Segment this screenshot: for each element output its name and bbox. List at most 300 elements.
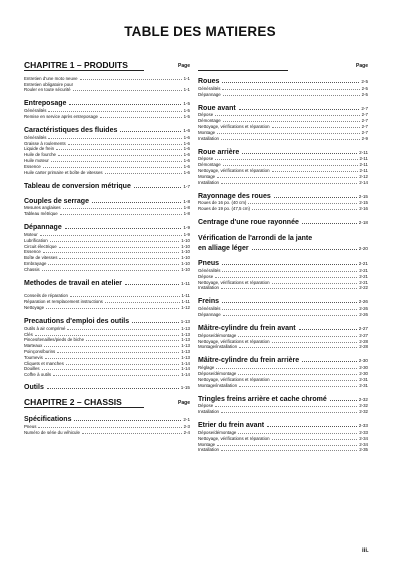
subsection-title: Nettoyage, vérifications et réparation xyxy=(198,435,270,441)
toc-section xyxy=(24,413,190,435)
subsection-page: 2-26 xyxy=(359,306,368,312)
section-title: Rayonnage des roues xyxy=(198,192,271,200)
section-entry[interactable] xyxy=(24,124,190,134)
toc-section xyxy=(198,190,368,212)
subsection-page: 2-7 xyxy=(361,118,368,124)
subsection-entry[interactable] xyxy=(198,382,368,388)
subsection-title: Nettoyage xyxy=(24,304,45,310)
subsection-title: Conseils de réparation xyxy=(24,293,68,299)
subsection-page: 1-10 xyxy=(181,255,190,261)
chapter-title: CHAPITRE 2 – CHASSIS xyxy=(24,397,122,408)
subsection-page: 2-26 xyxy=(359,311,368,317)
section-title: Freins xyxy=(198,298,220,306)
subsection-entry[interactable] xyxy=(24,429,190,435)
subsection-title: Chassis xyxy=(24,266,40,272)
subsection-title: Nettoyage, vérifications et réparation xyxy=(198,123,270,129)
section-page: 2-18 xyxy=(358,220,368,226)
section-entry[interactable] xyxy=(198,216,368,226)
chapter-heading xyxy=(24,60,190,71)
dot-leader xyxy=(82,433,182,434)
section-page: 1-15 xyxy=(180,385,190,391)
subsection-page: 2-5 xyxy=(361,85,368,91)
subsection-entry[interactable] xyxy=(198,91,368,97)
subsection-entry[interactable] xyxy=(198,135,368,141)
section-entry[interactable] xyxy=(198,322,368,332)
section-entry[interactable] xyxy=(198,393,368,403)
toc-section xyxy=(198,354,368,387)
subsection-page: 2-34 xyxy=(359,435,368,441)
section-entry[interactable] xyxy=(198,75,368,85)
subsection-title: Essence xyxy=(24,163,41,169)
subsection-page: 1-6 xyxy=(183,134,190,140)
dot-leader xyxy=(330,400,357,401)
dot-leader xyxy=(238,433,357,434)
dot-leader xyxy=(217,445,357,446)
dot-leader xyxy=(221,450,357,451)
dot-leader xyxy=(70,296,180,297)
subsection-title: Montage xyxy=(198,173,216,179)
subsection-page: 1-8 xyxy=(183,205,190,211)
subsection-title: Embrayage xyxy=(24,260,47,266)
section-page: 2-5 xyxy=(361,79,368,84)
toc-section xyxy=(198,322,368,349)
dot-leader xyxy=(48,264,179,265)
subsection-title: Généralités xyxy=(198,267,221,273)
dot-leader xyxy=(132,322,179,323)
section-title: Mâitre-cylindre du frein arrière xyxy=(198,357,300,365)
page-column-label: Page xyxy=(178,400,190,407)
section-entry[interactable] xyxy=(198,257,368,267)
subsection-entry[interactable] xyxy=(24,210,190,216)
dot-leader xyxy=(68,144,182,145)
subsection-page: 2-30 xyxy=(359,365,368,371)
heading-rule xyxy=(24,407,144,408)
chapter-title: CHAPITRE 1 – PRODUITS xyxy=(24,60,128,70)
dot-leader xyxy=(65,228,182,229)
dot-leader xyxy=(272,127,360,128)
toc-section xyxy=(24,195,190,217)
subsection-page: 2-31 xyxy=(359,376,368,382)
subsection-title: Généralités xyxy=(198,306,221,312)
dot-leader xyxy=(43,167,182,168)
section-entry[interactable] xyxy=(24,381,190,391)
subsection-title: Dépose/démontage xyxy=(198,429,237,435)
toc-column-left xyxy=(24,60,190,435)
subsection-entry[interactable] xyxy=(198,344,368,350)
subsection-page: 2-15 xyxy=(359,200,368,206)
chapter-heading xyxy=(24,397,190,408)
subsection-page: 1-10 xyxy=(181,243,190,249)
section-entry[interactable] xyxy=(24,277,190,287)
subsection-page: 2-21 xyxy=(359,267,368,273)
dot-leader xyxy=(215,277,357,278)
subsection-title: Liquide de frein xyxy=(24,146,55,152)
dot-leader xyxy=(272,439,358,440)
dot-leader xyxy=(248,203,357,204)
section-entry[interactable] xyxy=(198,295,368,305)
section-page: 2-21 xyxy=(358,261,368,267)
subsection-title: Généralités xyxy=(24,108,47,114)
subsection-page: 1-9 xyxy=(183,231,190,237)
subsection-title: Généralités xyxy=(24,134,47,140)
toc-section xyxy=(198,242,368,252)
dot-leader xyxy=(59,247,180,248)
subsection-title: Entretien d'une moto neuve xyxy=(24,75,78,81)
subsection-title: Installation xyxy=(198,179,219,185)
subsection-page: 2-32 xyxy=(359,403,368,409)
subsection-title: Roues de 16 po. (40 cm) xyxy=(198,200,247,206)
subsection-title: Nettoyage, vérifications et réparation xyxy=(198,338,270,344)
toc-section xyxy=(198,216,368,226)
subsection-entry[interactable] xyxy=(24,304,190,310)
dot-leader xyxy=(217,133,360,134)
section-entry[interactable] xyxy=(198,419,368,429)
dot-leader xyxy=(302,361,357,362)
dot-leader xyxy=(86,340,179,341)
subsection-title: Rouler en toute sécurité xyxy=(24,87,71,93)
dot-leader xyxy=(74,420,181,421)
section-title: Methodes de travail en atelier xyxy=(24,279,123,287)
section-page: 1-11 xyxy=(181,280,190,286)
subsection-page: 2-5 xyxy=(361,91,368,97)
section-entry[interactable] xyxy=(198,102,368,112)
toc-section xyxy=(198,419,368,452)
subsection-page: 2-33 xyxy=(359,429,368,435)
section-page: 2-1 xyxy=(183,417,190,423)
subsection-title: Dépose/démontage xyxy=(198,332,237,338)
dot-leader xyxy=(53,375,179,376)
subsection-page: 1-6 xyxy=(183,152,190,158)
dot-leader xyxy=(217,177,357,178)
subsection-page: 2-35 xyxy=(359,447,368,453)
subsection-title: Outils à air comprimé xyxy=(24,325,66,331)
dot-leader xyxy=(223,95,360,96)
subsection-title: Clés xyxy=(24,331,33,337)
dot-leader xyxy=(223,315,357,316)
subsection-page: 1-6 xyxy=(183,157,190,163)
dot-leader xyxy=(223,121,360,122)
dot-leader xyxy=(238,336,357,337)
dot-leader xyxy=(45,358,179,359)
subsection-page: 2-21 xyxy=(359,279,368,285)
dot-leader xyxy=(252,249,357,250)
subsection-page: 1-6 xyxy=(183,169,190,175)
subsection-title: Généralités xyxy=(198,85,221,91)
section-page: 2-32 xyxy=(358,396,368,402)
dot-leader xyxy=(222,89,359,90)
section-entry[interactable] xyxy=(198,232,368,242)
subsection-page: 1-1 xyxy=(183,87,190,93)
subsection-title: Tournevis xyxy=(24,354,43,360)
heading-rule xyxy=(198,70,288,71)
subsection-title: Numéro de série du véhicule xyxy=(24,429,80,435)
subsection-page: 2-30 xyxy=(359,370,368,376)
section-page: 2-11 xyxy=(359,149,368,155)
dot-leader xyxy=(120,131,181,132)
section-entry[interactable] xyxy=(198,354,368,364)
subsection-title: Moteur xyxy=(24,231,38,237)
subsection-page: 1-10 xyxy=(181,249,190,255)
subsection-page: 2-31 xyxy=(359,382,368,388)
subsection-entry[interactable] xyxy=(198,179,368,185)
dot-leader xyxy=(222,264,357,265)
subsection-title: Essence xyxy=(24,249,41,255)
dot-leader xyxy=(221,139,360,140)
subsection-entry[interactable] xyxy=(24,169,190,175)
section-entry[interactable] xyxy=(24,221,190,231)
toc-section xyxy=(24,315,190,377)
toc-section xyxy=(198,393,368,415)
subsection-title: Nettoyage, vérifications et réparation xyxy=(198,167,270,173)
subsection-entry[interactable] xyxy=(198,408,368,414)
subsection-title: Démontage xyxy=(198,118,221,124)
subsection-page: 2-21 xyxy=(359,273,368,279)
dot-leader xyxy=(48,111,181,112)
section-entry[interactable] xyxy=(198,242,368,252)
subsection-page: 1-13 xyxy=(181,343,190,349)
dot-leader xyxy=(222,82,359,83)
subsection-title: Dépannage xyxy=(198,91,221,97)
subsection-title: Graisse à roulements xyxy=(24,140,66,146)
subsection-page: 2-28 xyxy=(359,344,368,350)
subsection-entry[interactable] xyxy=(24,113,190,119)
section-page: 2-27 xyxy=(358,325,368,331)
subsection-title: Installation xyxy=(198,447,219,453)
subsection-title: Pneus xyxy=(24,423,37,429)
toc-section xyxy=(24,381,190,391)
subsection-page: 1-14 xyxy=(181,366,190,372)
section-entry[interactable] xyxy=(24,180,190,190)
subsection-page: 2-14 xyxy=(359,179,368,185)
subsection-page: 1-6 xyxy=(183,140,190,146)
subsection-page: 2-34 xyxy=(359,441,368,447)
subsection-page: 2-11 xyxy=(359,162,368,168)
subsection-title: Douilles xyxy=(24,366,40,372)
dot-leader xyxy=(125,284,179,285)
dot-leader xyxy=(239,347,357,348)
toc-section xyxy=(24,97,190,119)
toc-column-right xyxy=(198,60,368,452)
subsection-title: Réglage xyxy=(198,365,215,371)
dot-leader xyxy=(215,159,357,160)
subsection-title: Dépose xyxy=(198,273,214,279)
subsection-page: 2-7 xyxy=(361,123,368,129)
subsection-title: Dépose xyxy=(198,403,214,409)
toc-section xyxy=(198,295,368,317)
dot-leader xyxy=(69,104,181,105)
section-entry[interactable] xyxy=(198,190,368,200)
dot-leader xyxy=(239,386,357,387)
dot-leader xyxy=(215,115,360,116)
dot-leader xyxy=(274,197,357,198)
subsection-entry[interactable] xyxy=(198,205,368,211)
dot-leader xyxy=(239,109,360,110)
subsection-page: 1-13 xyxy=(181,331,190,337)
dot-leader xyxy=(60,214,182,215)
subsection-page: 1-13 xyxy=(181,337,190,343)
subsection-page: 1-14 xyxy=(181,372,190,378)
dot-leader xyxy=(47,388,179,389)
subsection-title: Installation xyxy=(198,135,219,141)
section-title: Etrier du frein avant xyxy=(198,422,265,430)
section-title: en alliage léger xyxy=(198,245,249,253)
dot-leader xyxy=(272,171,358,172)
section-page: 2-20 xyxy=(358,246,368,252)
toc-section xyxy=(198,232,368,242)
section-page: 2-33 xyxy=(358,423,368,429)
dot-leader xyxy=(272,380,358,381)
dot-leader xyxy=(267,426,357,427)
toc-section xyxy=(198,257,368,290)
subsection-page: 2-22 xyxy=(359,285,368,291)
dot-leader xyxy=(242,153,357,154)
subsection-entry[interactable] xyxy=(24,371,190,377)
section-entry[interactable] xyxy=(24,315,190,325)
toc-section xyxy=(24,180,190,190)
page-column-label: Page xyxy=(178,63,190,69)
subsection-title: Marteaux xyxy=(24,343,43,349)
section-title: Entreposage xyxy=(24,100,67,108)
subsection-title: Remise en service après entreposage xyxy=(24,113,98,119)
subsection-title: Montage/installation xyxy=(198,382,238,388)
toc-section xyxy=(24,75,190,92)
subsection-page: 2-16 xyxy=(359,206,368,212)
subsection-page: 2-7 xyxy=(361,129,368,135)
subsection-title: Installation xyxy=(198,409,219,415)
subsection-page: 1-6 xyxy=(183,146,190,152)
subsection-entry[interactable] xyxy=(198,285,368,291)
subsection-title: Entretien obligatoire pour xyxy=(24,81,74,87)
section-title: Roues xyxy=(198,78,220,85)
subsection-page: 1-6 xyxy=(183,163,190,169)
subsection-title: Nettoyage, vérifications et réparation xyxy=(198,279,270,285)
dot-leader xyxy=(272,283,358,284)
subsection-title: Poinçons/burins xyxy=(24,348,56,354)
section-title: Spécifications xyxy=(24,416,72,424)
page-title: TABLE DES MATIERES xyxy=(124,24,276,39)
subsection-title: Cliquets et manches xyxy=(24,360,64,366)
section-title: Vérification de l'arrondi de la jante xyxy=(198,235,313,243)
subsection-title: Dépannage xyxy=(198,311,221,317)
subsection-entry[interactable] xyxy=(198,311,368,317)
section-title: Roue arrière xyxy=(198,148,240,156)
dot-leader xyxy=(59,258,179,259)
dot-leader xyxy=(50,241,180,242)
toc-section xyxy=(24,277,190,310)
subsection-entry[interactable] xyxy=(198,447,368,453)
subsection-page: 1-14 xyxy=(181,360,190,366)
dot-leader xyxy=(222,309,357,310)
subsection-title: Montage xyxy=(198,129,216,135)
subsection-title: Montage/installation xyxy=(198,344,238,350)
dot-leader xyxy=(42,369,180,370)
subsection-title: Dépose xyxy=(198,156,214,162)
subsection-page: 2-28 xyxy=(359,338,368,344)
subsection-page: 2-32 xyxy=(359,409,368,415)
subsection-title: Dépose xyxy=(198,112,214,118)
subsection-page: 1-5 xyxy=(183,113,190,119)
toc-section xyxy=(198,102,368,141)
section-page: 1-8 xyxy=(183,198,190,204)
dot-leader xyxy=(252,209,357,210)
dot-leader xyxy=(299,329,357,330)
subsection-page: 1-5 xyxy=(183,108,190,114)
dot-leader xyxy=(302,223,357,224)
subsection-entry[interactable] xyxy=(24,266,190,272)
dot-leader xyxy=(63,208,182,209)
dot-leader xyxy=(92,202,181,203)
subsection-page: 1-8 xyxy=(183,211,190,217)
subsection-page: 2-12 xyxy=(359,173,368,179)
dot-leader xyxy=(223,165,358,166)
heading-rule xyxy=(24,70,144,71)
dot-leader xyxy=(221,183,357,184)
subsection-page: 1-10 xyxy=(181,266,190,272)
section-page: 1-7 xyxy=(183,183,190,189)
section-page: 1-5 xyxy=(183,101,190,107)
section-title: Mâitre-cylindre du frein avant xyxy=(198,324,296,332)
dot-leader xyxy=(215,406,357,407)
toc-section xyxy=(24,221,190,272)
section-title: Pneus xyxy=(198,260,220,268)
subsection-page: 2-7 xyxy=(361,112,368,118)
section-title: Tableau de conversion métrique xyxy=(24,182,131,190)
dot-leader xyxy=(238,374,357,375)
subsection-title: Nettoyage, vérifications et réparation xyxy=(198,376,270,382)
section-title: Precautions d'emploi des outils xyxy=(24,317,130,325)
section-entry[interactable] xyxy=(24,97,190,107)
subsection-title: Démontage xyxy=(198,162,221,168)
subsection-title: Montage xyxy=(198,441,216,447)
dot-leader xyxy=(42,270,180,271)
subsection-page: 2-9 xyxy=(361,135,368,141)
subsection-title: Pinces/tenailles/pieds de biche xyxy=(24,337,85,343)
dot-leader xyxy=(221,412,357,413)
section-page: 1-13 xyxy=(180,318,190,324)
subsection-title: Réparation et remplacement instructions xyxy=(24,299,103,305)
subsection-page: 2-27 xyxy=(359,332,368,338)
section-entry[interactable] xyxy=(24,195,190,205)
subsection-title: Mesures anglaises xyxy=(24,205,61,211)
dot-leader xyxy=(44,346,179,347)
subsection-page: 2-11 xyxy=(359,167,368,173)
section-page: 1-9 xyxy=(183,225,190,231)
toc-section xyxy=(198,146,368,185)
dot-leader xyxy=(100,117,182,118)
section-entry[interactable] xyxy=(24,413,190,423)
subsection-title: Tableau métrique xyxy=(24,211,58,217)
dot-leader xyxy=(134,187,182,188)
dot-leader xyxy=(221,288,357,289)
subsection-page: 2-4 xyxy=(183,429,190,435)
subsection-page: 1-1 xyxy=(183,75,190,81)
dot-leader xyxy=(105,302,180,303)
subsection-entry[interactable] xyxy=(24,87,190,93)
section-title: Dépannage xyxy=(24,224,62,232)
dot-leader xyxy=(40,235,182,236)
dot-leader xyxy=(216,368,357,369)
section-entry[interactable] xyxy=(198,146,368,156)
subsection-page: 1-10 xyxy=(181,237,190,243)
section-page: 2-7 xyxy=(361,105,368,111)
section-title: Tringles freins arrière et cache chromé xyxy=(198,395,327,403)
dot-leader xyxy=(80,79,182,80)
dot-leader xyxy=(58,155,182,156)
section-page: 1-6 xyxy=(183,127,190,133)
subsection-page: 1-13 xyxy=(181,354,190,360)
section-title: Caractéristiques des fluides xyxy=(24,126,118,134)
section-title: Roue avant xyxy=(198,104,236,112)
